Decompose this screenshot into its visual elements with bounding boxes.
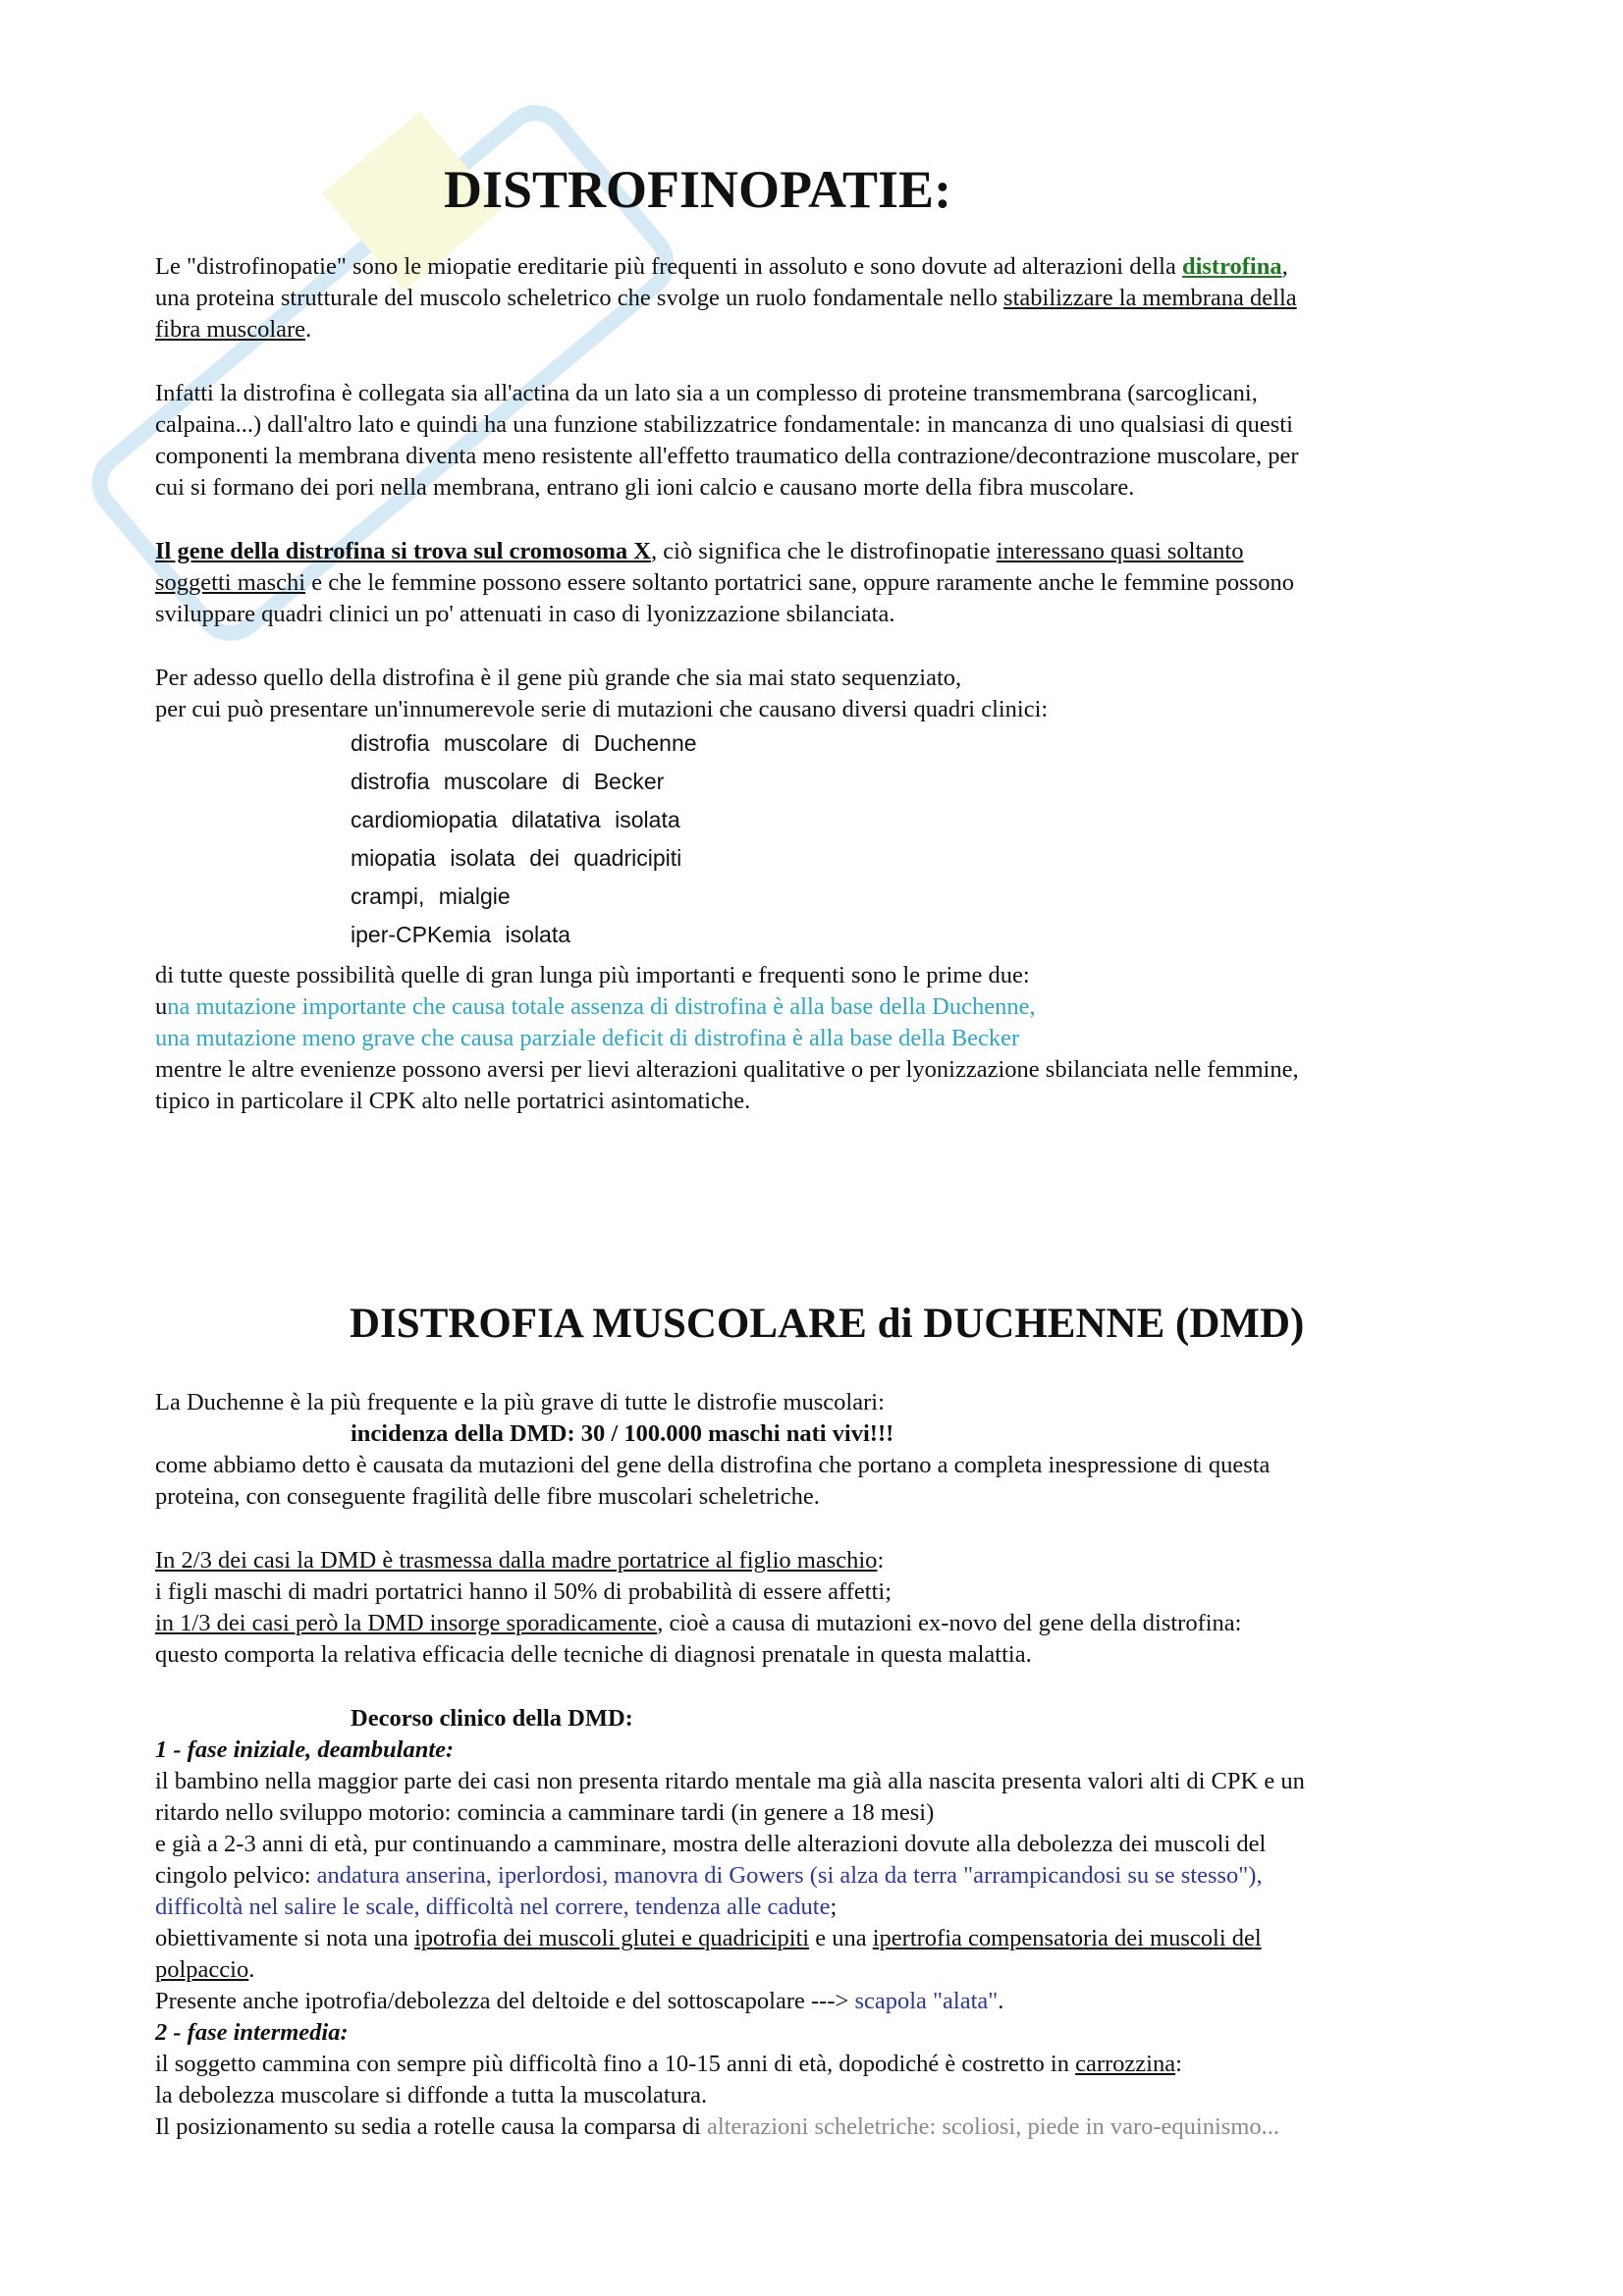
p2-line-2: calpaina...) dall'altro lato e quindi ha una funzione stabilizzatrice fondamentale: in mancanza di uno qualsiasi di questi <box>155 411 1293 438</box>
p3-line-1 <box>155 536 1243 567</box>
phase1-text: ; <box>830 1894 838 1920</box>
course-heading: Decorso clinico della DMD: <box>351 1705 633 1732</box>
list-item: iper-CPKemia isolata <box>351 922 571 947</box>
phase1-text: obiettivamente si nota una <box>155 1925 414 1951</box>
phase1-line <box>155 1986 1003 2017</box>
phase2-line <box>155 2049 1182 2080</box>
p4-line-2: per cui può presentare un'innumerevole serie di mutazioni che causano diversi quadri clinici: <box>155 696 1049 722</box>
gene-statement: Il gene della distrofina si trova sul cromosoma X <box>155 538 651 564</box>
p5-line-4: mentre le altre evenienze possono aversi per lievi alterazioni qualitative o per lyonizzazione sbilanciata nelle femmine, <box>155 1056 1299 1083</box>
phase1-text: . <box>248 1956 255 1983</box>
dmd-line-3: come abbiamo detto è causata da mutazioni del gene della distrofina che portano a completa inespressione di questa <box>155 1452 1271 1478</box>
phase1-line <box>155 1860 1263 1892</box>
p5-line-1: di tutte queste possibilità quelle di gran lunga più importanti e frequenti sono le prime due: <box>155 962 1030 988</box>
trans-line-4: questo comporta la relativa efficacia delle tecniche di diagnosi prenatale in questa malattia. <box>155 1641 1032 1668</box>
phase1-text: Presente anche ipotrofia/debolezza del deltoide e del sottoscapolare ---> <box>155 1988 855 2014</box>
intro-underline: stabilizzare la membrana della <box>1003 285 1297 311</box>
symptoms-highlight: difficoltà nel salire le scale, difficoltà nel correre, tendenza alle cadute <box>155 1894 831 1920</box>
p2-line-1: Infatti la distrofina è collegata sia all'actina da un lato sia a un complesso di proteine transmembrana (sarcoglicani, <box>155 380 1258 406</box>
p3-text: e che le femmine possono essere soltanto portatrici sane, oppure raramente anche le femmine possono <box>305 569 1294 596</box>
phase2-text: : <box>1175 2051 1182 2077</box>
p3-text: , ciò significa che le distrofinopatie <box>650 538 997 564</box>
p4-line-1: Per adesso quello della distrofina è il gene più grande che sia mai stato sequenziato, <box>155 665 962 691</box>
incidence-statement: incidenza della DMD: 30 / 100.000 maschi nati vivi!!! <box>351 1420 894 1447</box>
intro-line-1 <box>155 251 1288 283</box>
p2-line-3: componenti la membrana diventa meno resistente all'effetto traumatico della contrazione/decontrazione muscolare, per <box>155 443 1299 469</box>
intro-line-3 <box>155 314 311 346</box>
phase1-text: e una <box>809 1925 873 1951</box>
p3-underline: soggetti maschi <box>155 569 306 596</box>
phase1-underline: ipertrofia compensatoria dei muscoli del <box>872 1925 1262 1951</box>
trans-colon: : <box>877 1547 885 1574</box>
phase2-line <box>155 2111 1279 2143</box>
intro-line-2 <box>155 283 1297 314</box>
phase1-text: cingolo pelvico: <box>155 1862 317 1889</box>
scapola-highlight: scapola "alata" <box>854 1988 999 2014</box>
list-item: distrofia muscolare di Duchenne <box>351 730 697 756</box>
phase1-line: ritardo nello sviluppo motorio: comincia a camminare tardi (in genere a 18 mesi) <box>155 1799 935 1826</box>
intro-text: Le "distrofinopatie" sono le miopatie ereditarie più frequenti in assoluto e sono dovute ad alterazioni della <box>155 253 1182 280</box>
becker-highlight: una mutazione meno grave che causa parziale deficit di distrofina è alla base della Becker <box>155 1025 1020 1051</box>
duchenne-highlight: na mutazione importante che causa totale assenza di distrofina è alla base della Duchenne, <box>167 993 1036 1020</box>
distrofina-keyword: distrofina <box>1181 253 1282 280</box>
p5-line-5: tipico in particolare il CPK alto nelle portatrici asintomatiche. <box>155 1088 751 1114</box>
phase2-underline: carrozzina <box>1075 2051 1176 2077</box>
main-title: DISTROFINOPATIE: <box>444 160 952 219</box>
trans-text: , cioè a causa di mutazioni ex-novo del gene della distrofina: <box>657 1610 1242 1636</box>
p3-line-2 <box>155 567 1294 599</box>
intro-period: . <box>305 316 312 343</box>
trans-underline: In 2/3 dei casi la DMD è trasmessa dalla madre portatrice al figlio maschio <box>155 1547 878 1574</box>
p3-line-3: sviluppare quadri clinici un po' attenuati in caso di lyonizzazione sbilanciata. <box>155 601 895 627</box>
phase1-line <box>155 1954 254 1986</box>
list-item: crampi, mialgie <box>351 883 511 909</box>
phase1-text: . <box>998 1988 1004 2014</box>
symptoms-highlight: andatura anserina, iperlordosi, manovra di Gowers (si alza da terra "arrampicandosi su se stesso"), <box>316 1862 1263 1889</box>
p2-line-4: cui si formano dei pori nella membrana, entrano gli ioni calcio e causano morte della fibra muscolare. <box>155 474 1135 501</box>
phase2-line: la debolezza muscolare si diffonde a tutta la muscolatura. <box>155 2082 708 2109</box>
phase2-text: Il posizionamento su sedia a rotelle causa la comparsa di <box>155 2113 707 2140</box>
phase1-underline: ipotrofia dei muscoli glutei e quadricipiti <box>414 1925 810 1951</box>
phase1-line: e già a 2-3 anni di età, pur continuando a camminare, mostra delle alterazioni dovute alla debolezza dei muscoli del <box>155 1831 1267 1857</box>
trans-line-2: i figli maschi di madri portatrici hanno il 50% di probabilità di essere affetti; <box>155 1578 893 1605</box>
list-item: cardiomiopatia dilatativa isolata <box>351 807 680 832</box>
intro-text: una proteina strutturale del muscolo scheletrico che svolge un ruolo fondamentale nello <box>155 285 1004 311</box>
list-item: miopatia isolata dei quadricipiti <box>351 845 682 871</box>
p5-line-2 <box>155 991 1036 1023</box>
trans-line-1 <box>155 1545 884 1576</box>
phase1-underline: polpaccio <box>155 1956 249 1983</box>
list-item: distrofia muscolare di Becker <box>351 769 665 794</box>
section-title-dmd: DISTROFIA MUSCOLARE di DUCHENNE (DMD) <box>350 1301 1305 1347</box>
phase1-line <box>155 1923 1262 1954</box>
phase-1-heading: 1 - fase iniziale, deambulante: <box>155 1736 455 1763</box>
dmd-line-1: La Duchenne è la più frequente e la più grave di tutte le distrofie muscolari: <box>155 1389 885 1415</box>
phase1-line <box>155 1892 837 1923</box>
phase-2-heading: 2 - fase intermedia: <box>155 2019 349 2046</box>
trans-line-3 <box>155 1608 1241 1639</box>
p3-underline: interessano quasi soltanto <box>996 538 1244 564</box>
dmd-line-4: proteina, con conseguente fragilità delle fibre muscolari scheletriche. <box>155 1483 820 1510</box>
skeletal-highlight: alterazioni scheletriche: scoliosi, piede in varo-equinismo... <box>706 2113 1280 2140</box>
p5-text: u <box>155 993 168 1020</box>
intro-comma: , <box>1281 253 1288 280</box>
phase2-text: il soggetto cammina con sempre più difficoltà fino a 10-15 anni di età, dopodiché è costretto in <box>155 2051 1076 2077</box>
trans-underline: in 1/3 dei casi però la DMD insorge sporadicamente <box>155 1610 658 1636</box>
intro-underline: fibra muscolare <box>155 316 306 343</box>
phase1-line: il bambino nella maggior parte dei casi non presenta ritardo mentale ma già alla nascita presenta valori alti di CPK e un <box>155 1768 1305 1794</box>
